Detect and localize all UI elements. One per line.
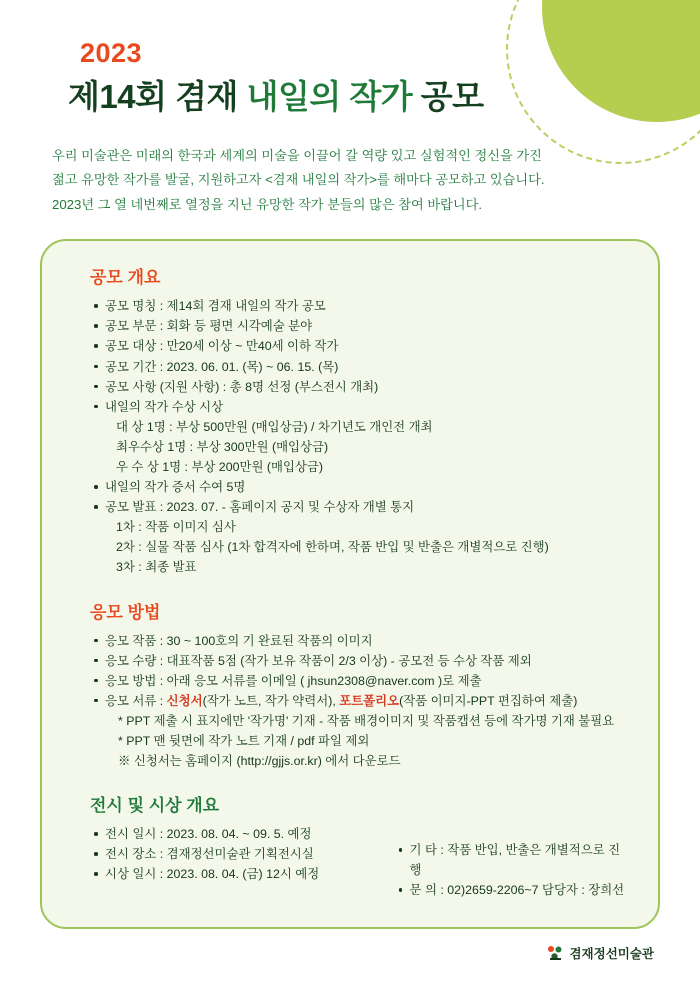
details-panel: [40, 239, 660, 928]
list-item: 대 상 1명 : 부상 500만원 (매입상금) / 차기년도 개인전 개최: [116, 419, 433, 434]
intro-paragraph: [52, 144, 648, 217]
section-overview-title: 공모 개요: [90, 268, 161, 288]
list-item: 공모 기간 : 2023. 06. 01. (목) ~ 06. 15. (목): [94, 357, 632, 377]
section-application: [68, 598, 632, 772]
list-item: 기 타 : 작품 반입, 반출은 개별적으로 진행: [399, 840, 632, 880]
title-part-3: 공모: [412, 78, 484, 115]
list-item: 공모 명칭 : 제14회 겸재 내일의 작가 공모: [94, 296, 632, 316]
poster-year: 2023: [80, 38, 143, 68]
list-item: 문 의 : 02)2659-2206~7 담당자 : 장희선: [399, 880, 632, 900]
list-item: * PPT 맨 뒷면에 작가 노트 기재 / pdf 파일 제외: [118, 734, 370, 749]
list-item: 내일의 작가 수상 시상: [94, 397, 632, 417]
list-item: 3차 : 최종 발표: [116, 560, 197, 575]
intro-line-2: 젊고 유망한 작가를 발굴, 지원하고자 <겸재 내일의 작가>를 해마다 공모하고 있습니다.: [52, 172, 545, 188]
list-item: 공모 대상 : 만20세 이상 ~ 만40세 이하 작가: [94, 336, 632, 356]
exhibition-left-column: [68, 824, 373, 900]
section-exhibition: [68, 791, 632, 900]
intro-line-1: 우리 미술관은 미래의 한국과 세계의 미술을 이끌어 갈 역량 있고 실험적인 정신을 가진: [52, 148, 542, 163]
list-item: ※ 신청서는 홈페이지 (http://gjjs.or.kr) 에서 다운로드: [118, 754, 401, 769]
poster-header: [0, 0, 700, 118]
exhibition-right-list: [373, 840, 632, 900]
museum-mark-icon: [547, 945, 564, 962]
spacer-2: [68, 771, 632, 791]
list-item: 공모 발표 : 2023. 07. - 홈페이지 공지 및 수상자 개별 통지: [94, 497, 632, 517]
list-item: 전시 장소 : 겸재정선미술관 기획전시실: [94, 844, 373, 864]
title-part-1: 제14회 겸재: [68, 78, 247, 115]
list-item: 시상 일시 : 2023. 08. 04. (금) 12시 예정: [94, 864, 373, 884]
section-application-list: [68, 631, 632, 772]
section-overview-list: [68, 296, 632, 577]
spacer-1: [68, 578, 632, 598]
list-item: 내일의 작가 증서 수여 5명: [94, 477, 632, 497]
list-item: 응모 방법 : 아래 응모 서류를 이메일 ( jhsun2308@naver.com )로 제출: [94, 671, 632, 691]
exhibition-left-list: [68, 824, 373, 884]
exhibition-columns: [68, 824, 632, 900]
section-application-title: 응모 방법: [90, 602, 161, 622]
section-exhibition-title: 전시 및 시상 개요: [90, 796, 220, 816]
museum-name: 겸재정선미술관: [569, 947, 654, 961]
list-item: 응모 작품 : 30 ~ 100호의 기 완료된 작품의 이미지: [94, 631, 632, 651]
list-item: 공모 부문 : 회화 등 평면 시각예술 분야: [94, 316, 632, 336]
exhibition-right-column: [373, 824, 632, 900]
page-title: [68, 71, 700, 118]
title-part-2: 내일의 작가: [246, 78, 413, 115]
list-item: 우 수 상 1명 : 부상 200만원 (매입상금): [116, 460, 323, 475]
list-item: 응모 수량 : 대표작품 5점 (작가 보유 작품이 2/3 이상) - 공모전 등 수상 작품 제외: [94, 651, 632, 671]
list-item: 공모 사항 (지원 사항) : 총 8명 선정 (부스전시 개최): [94, 377, 632, 397]
list-item: 응모 서류 : 신청서(작가 노트, 작가 약력서), 포트폴리오(작품 이미지-PPT 편집하여 제출): [94, 691, 632, 711]
footer-logo: [547, 944, 654, 962]
list-item: 전시 일시 : 2023. 08. 04. ~ 09. 5. 예정: [94, 824, 373, 844]
list-item: 1차 : 작품 이미지 심사: [116, 520, 236, 535]
list-item: 2차 : 실물 작품 심사 (1차 합격자에 한하며, 작품 반입 및 반출은 개별적으로 진행): [116, 540, 549, 555]
list-item: 최우수상 1명 : 부상 300만원 (매입상금): [116, 439, 329, 454]
section-overview: [68, 263, 632, 577]
intro-line-3: 2023년 그 열 네번째로 열정을 지닌 유망한 작가 분들의 많은 참여 바랍니다.: [52, 196, 482, 212]
list-item: * PPT 제출 시 표지에만 '작가명' 기재 - 작품 배경이미지 및 작품캡션 등에 작가명 기재 불필요: [118, 713, 615, 728]
